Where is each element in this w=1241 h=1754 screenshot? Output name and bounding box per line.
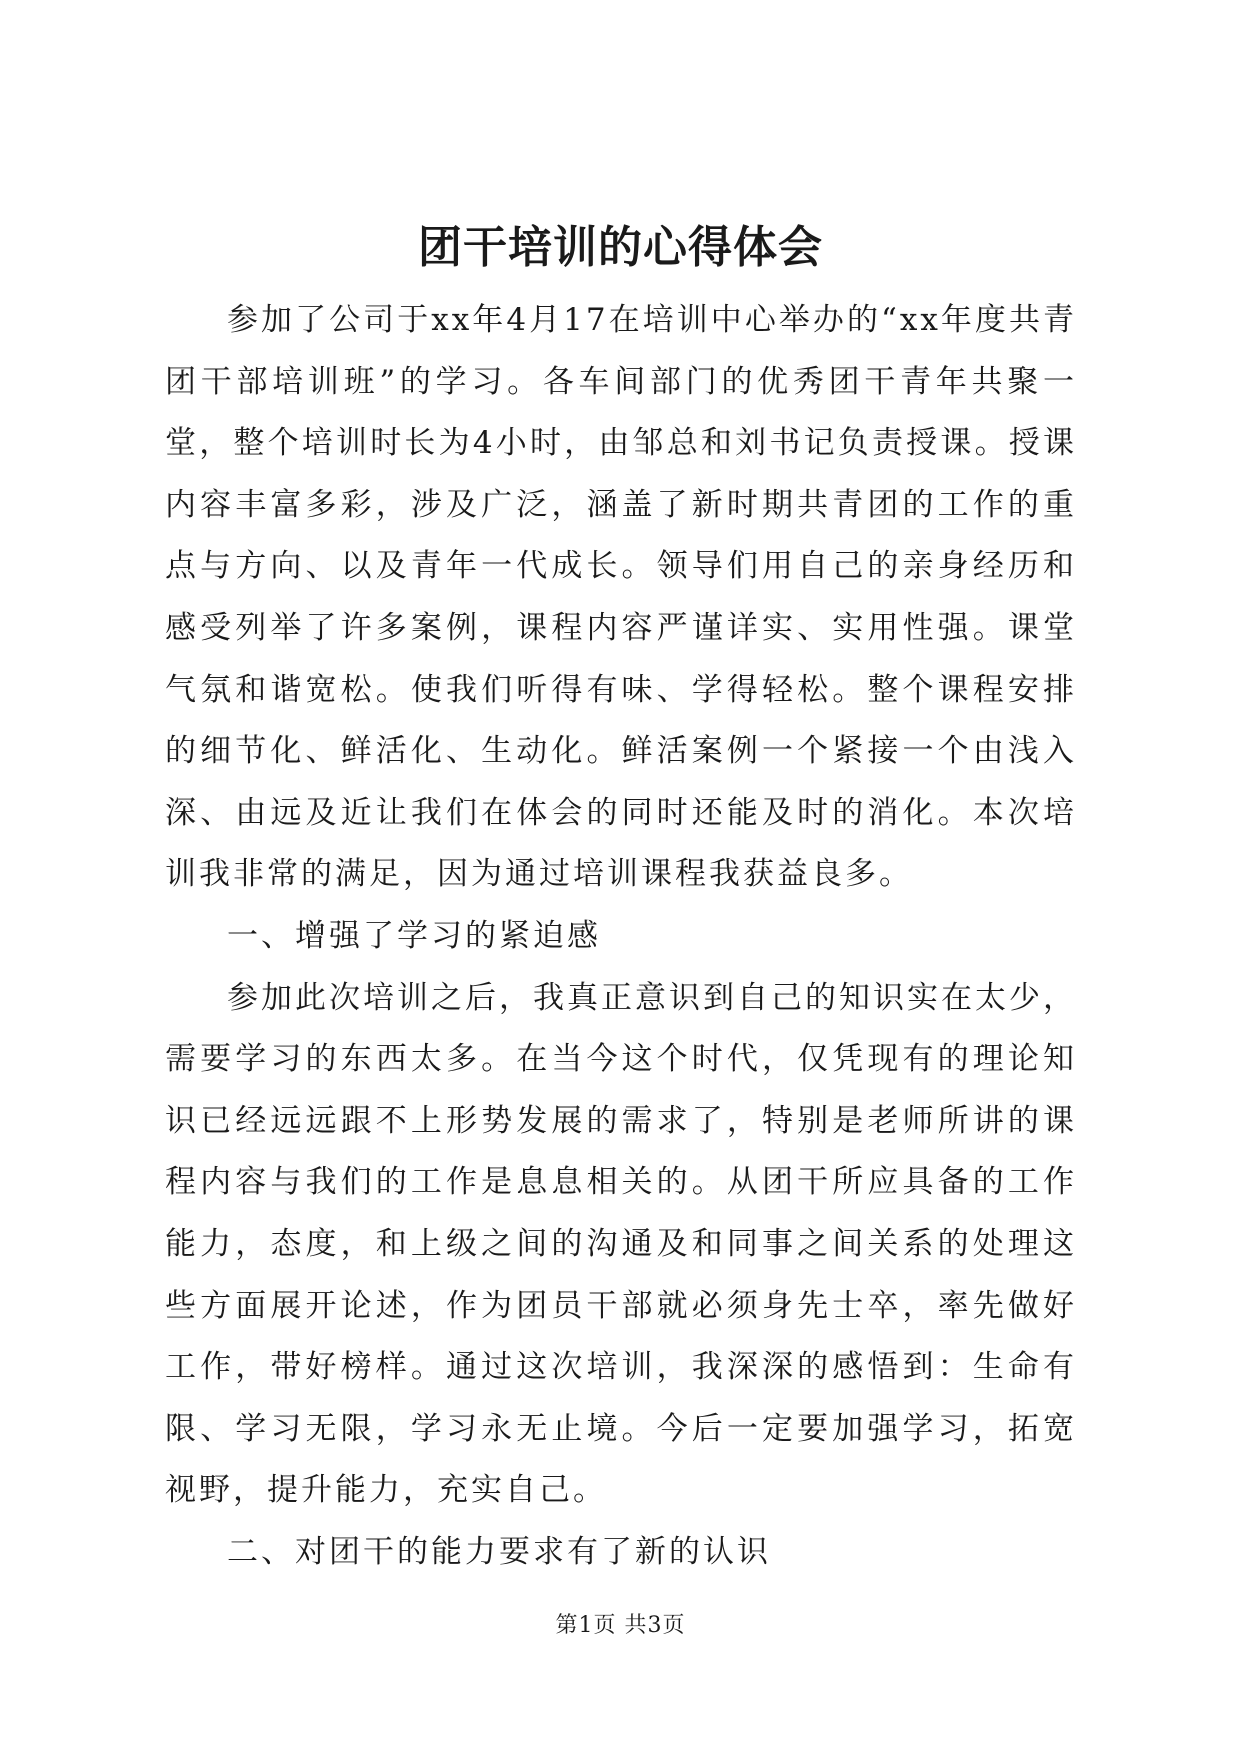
section-heading-1: 一、增强了学习的紧迫感 xyxy=(227,917,601,954)
page-footer: 第1页 共3页 xyxy=(555,1613,686,1638)
paragraph-section-1: 参加此次培训之后，我真正意识到自己的知识实在太少，需要学习的东西太多。在当今这个时代，仅凭现有的理论知识已经远远跟不上形势发展的需求了，特别是老师所讲的课程内容与我们的工作是息息相关的。从团干所应具备的工作能力，态度，和上级之间的沟通及和同事之间关系的处理这些方面展开论述，作为团员干部就必须身先士卒，率先做好工作，带好榜样。通过这次培训，我深深的感悟到：生命有限、学习无限，学习永无止境。今后一定要加强学习，拓宽视野，提升能力，充实自己。 xyxy=(165,979,1077,1509)
document-title: 团干培训的心得体会 xyxy=(418,222,823,273)
paragraph-intro: 参加了公司于xx年4月17在培训中心举办的“xx年度共青团干部培训班”的学习。各车间部门的优秀团干青年共聚一堂，整个培训时长为4小时，由邹总和刘书记负责授课。授课内容丰富多彩，涉及广泛，涵盖了新时期共青团的工作的重点与方向、以及青年一代成长。领导们用自己的亲身经历和感受列举了许多案例，课程内容严谨详实、实用性强。课堂气氛和谐宽松。使我们听得有味、学得轻松。整个课程安排的细节化、鲜活化、生动化。鲜活案例一个紧接一个由浅入深、由远及近让我们在体会的同时还能及时的消化。本次培训我非常的满足，因为通过培训课程我获益良多。 xyxy=(165,302,1077,893)
section-heading-2: 二、对团干的能力要求有了新的认识 xyxy=(227,1533,771,1570)
document-body xyxy=(165,290,1077,1583)
